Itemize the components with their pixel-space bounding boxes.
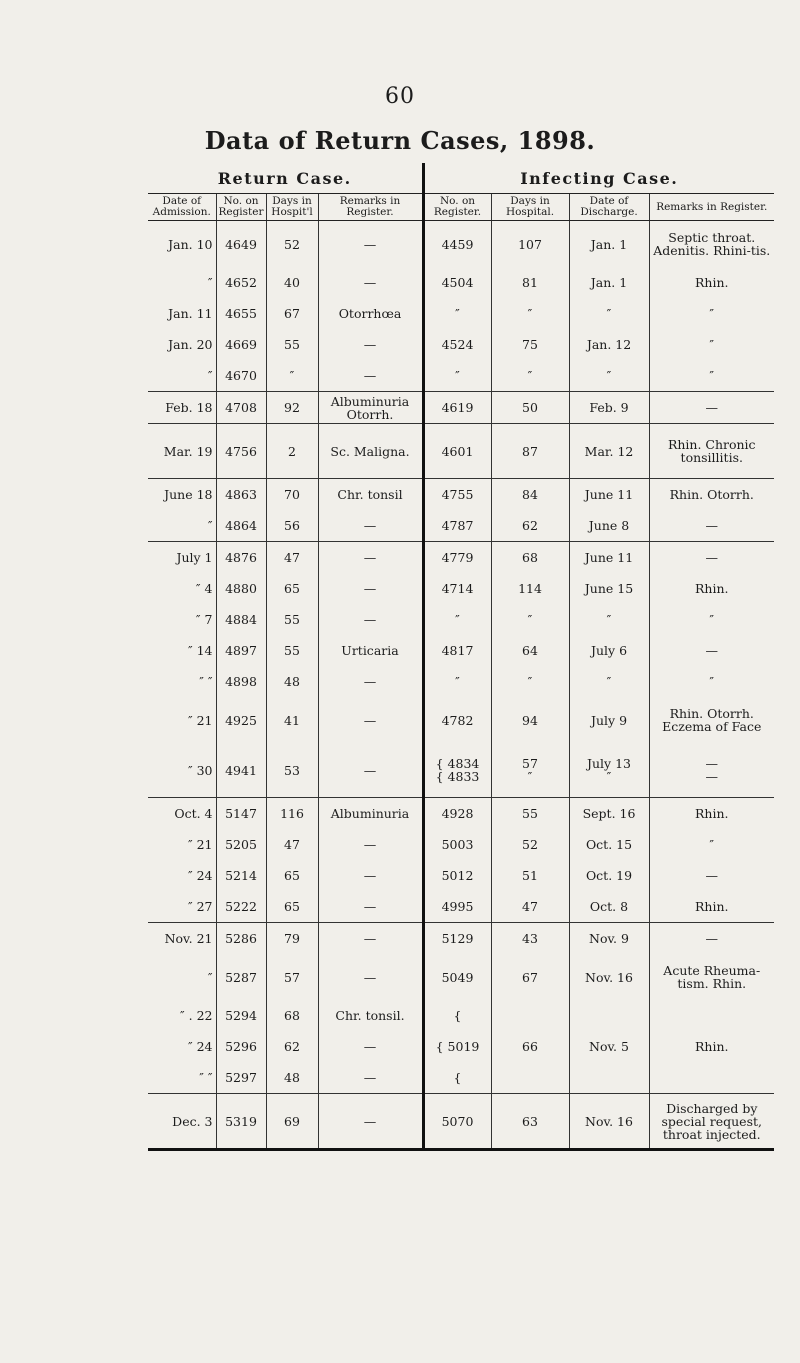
table-cell: 5147	[216, 798, 266, 830]
table-cell: Rhin. Otorrh.	[649, 479, 774, 511]
table-cell: 68	[491, 542, 569, 574]
table-cell: ″ ″	[199, 674, 213, 689]
table-cell: ″	[266, 360, 318, 392]
table-cell: —	[318, 1094, 423, 1150]
table-cell: June 15	[569, 573, 649, 604]
table-cell: 64	[491, 635, 569, 666]
table-cell: —	[318, 267, 423, 298]
table-cell: 62	[266, 1031, 318, 1062]
table-row	[148, 1000, 774, 1031]
table-cell: ″ ″	[148, 1062, 216, 1094]
table-cell: 62	[491, 510, 569, 542]
table-cell: 55	[266, 635, 318, 666]
table-cell: 51	[491, 860, 569, 891]
table-cell: Jan. 10	[168, 236, 213, 252]
table-cell: 4864	[216, 510, 266, 542]
table-cell: Nov. 16	[569, 1094, 649, 1150]
table-cell: 48	[266, 666, 318, 697]
table-cell: Nov. 16	[569, 954, 649, 1000]
table-cell: ″ 4	[195, 581, 213, 596]
table-cell: ″	[649, 829, 774, 860]
table-cell: July 9	[569, 697, 649, 743]
table-cell: Oct. 4	[174, 806, 213, 821]
table-cell: — —	[649, 743, 774, 798]
table-cell: 5003	[423, 829, 491, 860]
table-row	[148, 891, 774, 923]
table-cell: —	[318, 891, 423, 923]
table-cell: ″	[491, 604, 569, 635]
table-cell: 4779	[423, 542, 491, 574]
table-cell: 48	[266, 1062, 318, 1094]
table-cell: ″	[423, 360, 491, 392]
table-cell	[569, 1000, 649, 1031]
table-cell: 5214	[216, 860, 266, 891]
table-cell: 5296	[216, 1031, 266, 1062]
table-cell	[649, 1000, 774, 1031]
table-cell: ″	[649, 360, 774, 392]
table-cell: Nov. 21	[164, 931, 213, 946]
table-cell: —	[318, 829, 423, 860]
table-cell: July 13 ″	[569, 743, 649, 798]
table-cell: 4504	[423, 267, 491, 298]
table-cell: ″	[423, 666, 491, 697]
table-cell: {	[423, 1000, 491, 1031]
table-cell: —	[318, 743, 423, 798]
column-header: Date of Discharge.	[569, 194, 649, 221]
table-cell: 4655	[216, 298, 266, 329]
page-number: 60	[385, 84, 415, 109]
table-cell: 4652	[216, 267, 266, 298]
table-cell: ″	[491, 360, 569, 392]
table-cell: 84	[491, 479, 569, 511]
table-cell: Rhin.	[649, 891, 774, 923]
table-cell: 5222	[216, 891, 266, 923]
table-cell: 4898	[216, 666, 266, 697]
column-header: No. on Register	[216, 194, 266, 221]
table-row	[148, 392, 774, 424]
column-header: Remarks in Register.	[649, 194, 774, 221]
table-cell: Chr. tonsil.	[318, 1000, 423, 1031]
table-cell: —	[649, 392, 774, 424]
table-cell: ″	[569, 604, 649, 635]
table-cell: Albuminuria	[318, 798, 423, 830]
table-cell: ″	[148, 360, 216, 392]
table-row	[148, 360, 774, 392]
table-cell: 63	[491, 1094, 569, 1150]
table-cell: —	[318, 697, 423, 743]
table-cell: { 5019	[423, 1031, 491, 1062]
table-cell: —	[318, 1062, 423, 1094]
table-cell: 4714	[423, 573, 491, 604]
table-cell: —	[318, 360, 423, 392]
table-cell: June 8	[569, 510, 649, 542]
table-cell: 41	[266, 697, 318, 743]
table-cell: ″	[148, 510, 216, 542]
table-cell: 107	[491, 221, 569, 268]
table-cell: Nov. 9	[569, 923, 649, 955]
table-cell: 69	[266, 1094, 318, 1150]
table-cell: Oct. 8	[569, 891, 649, 923]
table-cell: 47	[491, 891, 569, 923]
table-cell: 4755	[423, 479, 491, 511]
table-cell: 4601	[423, 424, 491, 479]
group-header-infecting: Infecting Case.	[423, 163, 774, 194]
table-row	[148, 635, 774, 666]
table-cell: Jan. 12	[569, 329, 649, 360]
table-cell: —	[318, 666, 423, 697]
table-cell: July 1	[176, 550, 213, 565]
table-cell: —	[649, 542, 774, 574]
table-cell: 47	[266, 542, 318, 574]
table-cell: Jan. 11	[168, 306, 213, 321]
table-cell: —	[318, 954, 423, 1000]
table-cell: ″ . 22	[180, 1008, 213, 1023]
table-cell: —	[318, 510, 423, 542]
table-cell: Rhin.	[649, 798, 774, 830]
table-cell: 5070	[423, 1094, 491, 1150]
table-row	[148, 329, 774, 360]
table-row	[148, 424, 774, 479]
return-cases-table	[148, 163, 774, 1151]
table-cell: ″ 27	[148, 891, 216, 923]
column-header: Days in Hospital.	[491, 194, 569, 221]
table-cell: 5049	[423, 954, 491, 1000]
table-cell: Rhin.	[649, 1031, 774, 1062]
table-cell: ″ 21	[187, 712, 213, 728]
table-cell: ″	[569, 298, 649, 329]
table-cell: 65	[266, 860, 318, 891]
table-cell: 68	[266, 1000, 318, 1031]
table-cell: Feb. 9	[569, 392, 649, 424]
table-cell: 40	[266, 267, 318, 298]
table-cell: 4995	[423, 891, 491, 923]
table-row	[148, 743, 774, 798]
table-cell: 70	[266, 479, 318, 511]
table-row	[148, 798, 774, 830]
table-cell: 4928	[423, 798, 491, 830]
table-cell: ″ 7	[195, 612, 213, 627]
table-cell: ″	[649, 666, 774, 697]
table-row	[148, 573, 774, 604]
table-cell: 4884	[216, 604, 266, 635]
table-cell: 4880	[216, 573, 266, 604]
table-cell: 94	[491, 697, 569, 743]
table-cell: 4649	[216, 221, 266, 268]
table-row	[148, 954, 774, 1000]
table-row	[148, 860, 774, 891]
table-cell: 4941	[216, 743, 266, 798]
table-cell: 5294	[216, 1000, 266, 1031]
table-cell: 4708	[216, 392, 266, 424]
table-cell: Albuminuria Otorrh.	[318, 392, 423, 424]
table-cell: Oct. 15	[569, 829, 649, 860]
table-cell: 4459	[423, 221, 491, 268]
table-cell: 5319	[216, 1094, 266, 1150]
table-cell: ″	[423, 298, 491, 329]
table-cell: Jan. 1	[569, 267, 649, 298]
table-row	[148, 1062, 774, 1094]
table-cell: Septic throat. Adenitis. Rhini-tis.	[649, 221, 774, 268]
table-cell: Sc. Maligna.	[318, 424, 423, 479]
table-cell: { 4834 { 4833	[423, 743, 491, 798]
column-header: Days in Hospit'l	[266, 194, 318, 221]
table-cell: 5297	[216, 1062, 266, 1094]
table-cell: Rhin.	[649, 267, 774, 298]
table-cell: Chr. tonsil	[318, 479, 423, 511]
table-cell: ″	[569, 666, 649, 697]
table-cell: —	[318, 221, 423, 268]
column-header: No. on Register.	[423, 194, 491, 221]
table-cell: 4782	[423, 697, 491, 743]
table-cell: 57	[266, 954, 318, 1000]
table-cell: ″	[423, 604, 491, 635]
table-cell: Jan. 1	[569, 221, 649, 268]
table-cell: Rhin.	[649, 573, 774, 604]
table-row	[148, 666, 774, 697]
table-cell: Urticaria	[318, 635, 423, 666]
table-cell: 67	[266, 298, 318, 329]
table-cell: 4524	[423, 329, 491, 360]
table-cell: ″	[207, 969, 213, 985]
table-cell: ″ 21	[187, 837, 213, 852]
table-cell: {	[423, 1062, 491, 1094]
table-cell: Dec. 3	[172, 1113, 213, 1129]
table-body	[148, 221, 774, 1150]
table-cell: —	[649, 860, 774, 891]
table-cell: —	[649, 510, 774, 542]
table-cell: July 6	[569, 635, 649, 666]
table-cell: 52	[491, 829, 569, 860]
table-cell: —	[318, 860, 423, 891]
table-cell: 5012	[423, 860, 491, 891]
table-cell: 4876	[216, 542, 266, 574]
table-cell: ″	[569, 360, 649, 392]
table-cell: —	[318, 604, 423, 635]
table-cell: 66	[491, 1031, 569, 1062]
table-cell: 65	[266, 573, 318, 604]
table-cell: —	[318, 573, 423, 604]
group-header-return: Return Case.	[148, 163, 423, 194]
table-cell: 5287	[216, 954, 266, 1000]
table-cell: 114	[491, 573, 569, 604]
table-cell: —	[649, 635, 774, 666]
column-header: Remarks in Register.	[318, 194, 423, 221]
table-cell: 116	[266, 798, 318, 830]
return-cases-table-wrap	[148, 163, 774, 1151]
table-cell: Rhin. Otorrh. Eczema of Face	[649, 697, 774, 743]
table-cell: Sept. 16	[569, 798, 649, 830]
table-cell: —	[318, 329, 423, 360]
table-cell: ″	[649, 298, 774, 329]
page-title: Data of Return Cases, 1898.	[204, 126, 596, 155]
table-cell: Discharged by special request, throat injected.	[649, 1094, 774, 1150]
table-cell: —	[318, 542, 423, 574]
table-cell	[491, 1000, 569, 1031]
table-cell: 65	[266, 891, 318, 923]
table-cell: 4863	[216, 479, 266, 511]
table-cell: 4619	[423, 392, 491, 424]
table-cell: 79	[266, 923, 318, 955]
table-cell: 57 ″	[491, 743, 569, 798]
table-cell: June 11	[569, 479, 649, 511]
table-cell: 4787	[423, 510, 491, 542]
table-cell: 5129	[423, 923, 491, 955]
table-cell: 75	[491, 329, 569, 360]
table-row	[148, 479, 774, 511]
table-cell: Mar. 19	[148, 424, 216, 479]
table-cell: 47	[266, 829, 318, 860]
column-header: Date of Admission.	[148, 194, 216, 221]
table-cell: 87	[491, 424, 569, 479]
table-cell: 52	[266, 221, 318, 268]
table-cell: 4925	[216, 697, 266, 743]
table-cell: 5286	[216, 923, 266, 955]
table-cell: Oct. 19	[569, 860, 649, 891]
table-cell: —	[318, 1031, 423, 1062]
table-cell: ″ 14	[187, 643, 213, 658]
table-cell: 53	[266, 743, 318, 798]
table-cell: Acute Rheuma-tism. Rhin.	[649, 954, 774, 1000]
table-cell: 92	[266, 392, 318, 424]
table-cell: 4670	[216, 360, 266, 392]
table-cell: ″	[649, 604, 774, 635]
table-row	[148, 829, 774, 860]
table-cell: Feb. 18	[148, 392, 216, 424]
table-cell: —	[318, 923, 423, 955]
table-cell: 43	[491, 923, 569, 955]
table-cell: ″ 24	[187, 1039, 213, 1054]
table-cell: Jan. 20	[168, 337, 213, 352]
table-row	[148, 604, 774, 635]
table-cell: Mar. 12	[569, 424, 649, 479]
table-cell: —	[649, 923, 774, 955]
table-cell: Nov. 5	[569, 1031, 649, 1062]
table-cell: ″ 24	[187, 868, 213, 883]
table-cell	[491, 1062, 569, 1094]
table-cell: June 11	[569, 542, 649, 574]
table-row	[148, 697, 774, 743]
table-cell: 2	[266, 424, 318, 479]
table-cell: 50	[491, 392, 569, 424]
table-cell: Otorrhœa	[318, 298, 423, 329]
table-row	[148, 1031, 774, 1062]
table-cell: 55	[491, 798, 569, 830]
table-row	[148, 221, 774, 268]
table-row	[148, 1094, 774, 1150]
table-row	[148, 510, 774, 542]
table-cell: 4897	[216, 635, 266, 666]
table-cell	[569, 1062, 649, 1094]
table-cell: ″	[491, 666, 569, 697]
table-cell: ″ 30	[148, 743, 216, 798]
table-cell: June 18	[164, 487, 213, 502]
table-cell: ″	[649, 329, 774, 360]
table-cell: 4669	[216, 329, 266, 360]
table-row	[148, 298, 774, 329]
table-cell: 4756	[216, 424, 266, 479]
table-cell: ″	[491, 298, 569, 329]
table-cell: 5205	[216, 829, 266, 860]
table-row	[148, 542, 774, 574]
table-cell: 4817	[423, 635, 491, 666]
table-row	[148, 923, 774, 955]
table-cell: 56	[266, 510, 318, 542]
table-cell: 81	[491, 267, 569, 298]
table-cell: ″	[207, 275, 213, 290]
table-cell	[649, 1062, 774, 1094]
table-cell: 55	[266, 329, 318, 360]
table-cell: 55	[266, 604, 318, 635]
table-row	[148, 267, 774, 298]
table-cell: Rhin. Chronic tonsillitis.	[649, 424, 774, 479]
table-cell: 67	[491, 954, 569, 1000]
